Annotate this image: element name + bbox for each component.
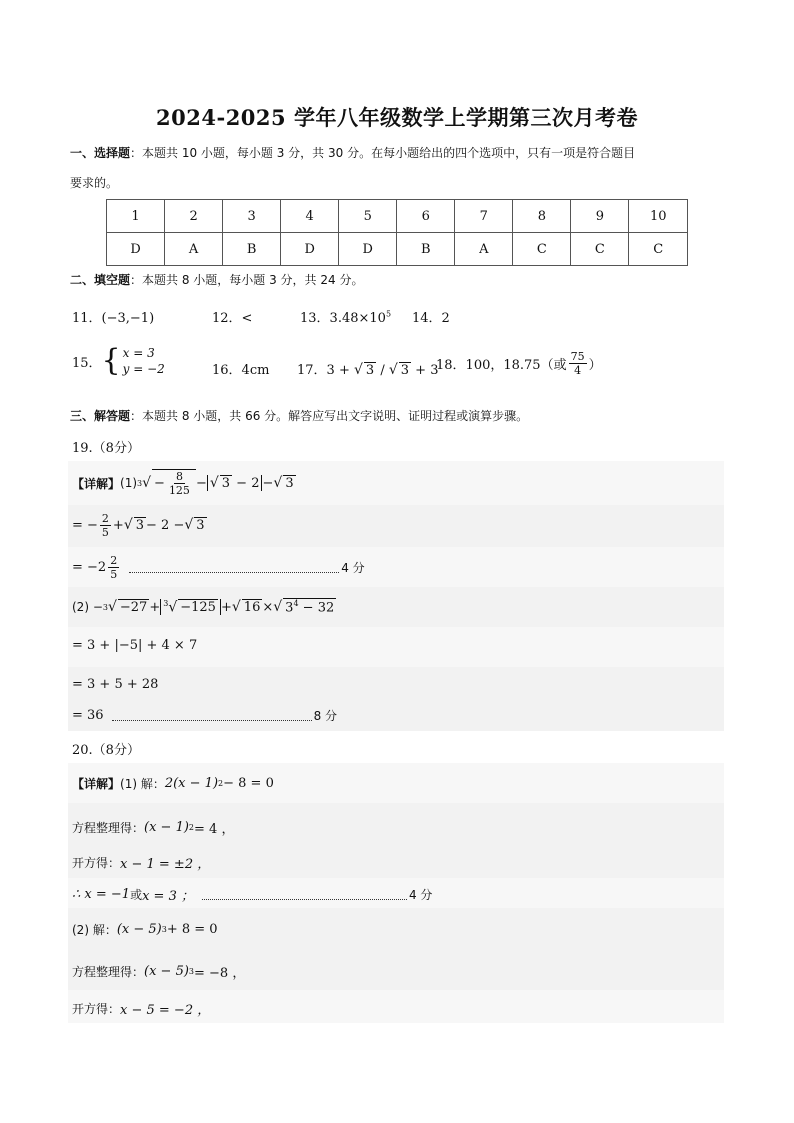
- root-index: 3: [137, 478, 143, 488]
- answer-letter: D: [281, 233, 339, 266]
- fraction: [108, 554, 119, 581]
- denominator: 4: [574, 364, 582, 377]
- answer-number: 12．: [212, 311, 242, 326]
- section2-label: 二、填空题: [70, 273, 131, 287]
- section1-intro: [70, 145, 730, 161]
- exponent: 5: [385, 309, 392, 319]
- answer-number: 16．: [212, 363, 242, 378]
- question-number: 1: [107, 200, 165, 233]
- equation: = 4 ，: [194, 822, 235, 837]
- exponent: 4: [293, 599, 299, 609]
- sqrt-symbol: √: [353, 362, 363, 378]
- equation: (x − 5): [144, 964, 189, 979]
- term: = −: [72, 517, 98, 533]
- equation: ∴ x = −1: [72, 887, 131, 902]
- dot-leader: [112, 710, 312, 721]
- absolute-value: [207, 475, 263, 491]
- radicand: 3: [400, 363, 410, 378]
- answer-12: [212, 307, 252, 326]
- question-number: 4: [281, 200, 339, 233]
- answer-letter: D: [107, 233, 165, 266]
- brace-symbol: {: [101, 343, 121, 378]
- exponent: 2: [218, 779, 224, 788]
- radicand: 3: [196, 518, 205, 533]
- answer-letter: A: [165, 233, 223, 266]
- answer-15: [72, 345, 165, 377]
- question-number: 3: [223, 200, 281, 233]
- answer-value: 4cm: [241, 363, 270, 378]
- radicand: 3: [135, 518, 145, 533]
- section2-text: ：本题共 8 小题，每小题 3 分，共 24 分。: [130, 273, 364, 287]
- detail-tag: 【详解】: [72, 777, 121, 791]
- sqrt-symbol: √: [142, 475, 152, 491]
- radicand: −125: [180, 600, 216, 616]
- answer-letter: C: [571, 233, 629, 266]
- denominator: 125: [168, 484, 190, 497]
- sqrt-symbol: √: [168, 599, 178, 616]
- answer-value: + 3: [411, 363, 439, 378]
- answer-letter: A: [455, 233, 513, 266]
- answer-17: [297, 359, 438, 378]
- term: − 2 −: [146, 517, 185, 533]
- answer-number: 15．: [72, 355, 102, 371]
- operator: +: [112, 517, 124, 533]
- equation: x − 1 = ±2 ，: [120, 857, 211, 872]
- detail-tag: 【详解】: [72, 476, 121, 491]
- fraction: [167, 470, 192, 497]
- q19-line-5: = 3 + |−5| + 4 × 7: [72, 638, 198, 653]
- term: − 2: [232, 476, 260, 491]
- denominator: 5: [110, 567, 118, 581]
- answer-11: [72, 307, 154, 326]
- answer-letter: B: [223, 233, 281, 266]
- radicand: 3: [285, 476, 294, 491]
- answer-value: 3 +: [326, 363, 354, 378]
- answer-sep: /: [376, 363, 389, 378]
- answer-value: 2: [441, 311, 450, 326]
- numerator: 2: [101, 511, 109, 525]
- score-label: 8 分: [313, 709, 338, 723]
- answer-value: 100，18.75（或: [465, 358, 567, 373]
- radicand: − $\frac{8}{125}$: [152, 469, 196, 497]
- operator: −: [195, 475, 207, 491]
- q19-line-4: [72, 593, 336, 621]
- answer-number: 14．: [412, 311, 442, 326]
- radicand: 3: [221, 476, 231, 491]
- q20-line-2: [72, 818, 234, 837]
- operator: −: [262, 475, 274, 491]
- sqrt-symbol: √: [123, 517, 133, 533]
- section1-label: 一、选择题: [70, 146, 131, 160]
- answer-letter: C: [513, 233, 571, 266]
- answer-letter: D: [339, 233, 397, 266]
- answer-letter: B: [397, 233, 455, 266]
- answer-letter: C: [629, 233, 688, 266]
- exponent: 2: [188, 823, 195, 832]
- equation: x − 5 = −2 ，: [120, 1003, 211, 1018]
- root-index: 3: [102, 602, 108, 612]
- answer-value: (−3,−1): [101, 311, 155, 326]
- score-label: 4 分: [341, 560, 365, 575]
- section3-text: ：本题共 8 小题，共 66 分。解答应写出文字说明、证明过程或演算步骤。: [130, 409, 529, 423]
- equation-line: x = 3: [122, 346, 155, 360]
- answer-number: 18．: [436, 358, 466, 373]
- q20-line-4: [72, 885, 432, 904]
- question-number: 10: [629, 200, 688, 233]
- numerator: 75: [570, 350, 585, 363]
- equation: (x − 5): [116, 922, 162, 937]
- sqrt-symbol: √: [273, 599, 283, 615]
- q19-line-6: = 3 + 5 + 28: [72, 677, 159, 692]
- answer-table: [106, 199, 688, 266]
- answer-18: [436, 350, 602, 377]
- question-number: 5: [339, 200, 397, 233]
- answer-value: 3.48×10: [329, 311, 386, 326]
- sqrt-symbol: √: [209, 475, 219, 491]
- step-label: 开方得：: [72, 1002, 121, 1016]
- score-label: 4 分: [408, 888, 433, 902]
- equation: (x − 1): [144, 820, 189, 835]
- part-label: (1): [120, 476, 138, 490]
- q20-heading: 20.（8分）: [72, 743, 140, 758]
- dot-leader: [129, 562, 339, 573]
- question-number: 6: [397, 200, 455, 233]
- q19-heading: 19.（8分）: [72, 441, 140, 456]
- part-label: (2) −: [72, 600, 103, 614]
- exponent: 3: [188, 967, 195, 976]
- equation: 2(x − 1): [164, 776, 219, 791]
- page-title: 2024-2025 学年八年级数学上学期第三次月考卷: [156, 105, 638, 130]
- q20-line-1: [72, 775, 274, 792]
- root-index: 3: [163, 598, 169, 608]
- numerator: 2: [110, 553, 118, 567]
- question-number: 7: [455, 200, 513, 233]
- answer-14: [412, 307, 450, 326]
- conjunction: 或: [130, 888, 143, 902]
- q20-line-3: [72, 853, 210, 872]
- step-label: 开方得：: [72, 856, 121, 870]
- q20-line-7: [72, 999, 210, 1018]
- term: = 36: [72, 708, 104, 723]
- q19-line-7: [72, 707, 337, 724]
- sqrt-symbol: √: [107, 599, 117, 615]
- answer-number: 11．: [72, 311, 102, 326]
- section1-text-cont: 要求的。: [70, 176, 119, 190]
- part-label: (1) 解：: [120, 777, 165, 791]
- q20-line-6: [72, 962, 245, 981]
- numerator: 8: [175, 470, 183, 483]
- base: 3: [285, 600, 294, 616]
- operator: ×: [262, 599, 274, 615]
- radicand: 16: [243, 600, 261, 615]
- radicand: 3: [365, 363, 375, 378]
- equation: x = 3 ；: [142, 889, 194, 904]
- exponent: 3: [161, 925, 167, 934]
- absolute-value: [160, 599, 221, 615]
- question-number: 9: [571, 200, 629, 233]
- section2-intro: [70, 272, 730, 288]
- q19-line-2: [72, 508, 207, 542]
- equation: = −8 ，: [194, 966, 246, 981]
- answer-letter-row: [107, 233, 688, 266]
- answer-13: [300, 307, 391, 326]
- dot-leader: [202, 889, 407, 900]
- term: = −2: [72, 559, 107, 575]
- section3-intro: [70, 408, 730, 424]
- fraction: [100, 512, 111, 539]
- radicand: −27: [119, 600, 148, 615]
- answer-number-row: [107, 200, 688, 233]
- section1-text: ：本题共 10 小题，每小题 3 分，共 30 分。在每小题给出的四个选项中，只有一项是符合题目: [130, 146, 636, 160]
- section3-label: 三、解答题: [70, 409, 131, 423]
- operator: +: [220, 599, 232, 615]
- q19-line-1: [72, 468, 296, 498]
- question-number: 2: [165, 200, 223, 233]
- term: − 32: [298, 600, 335, 616]
- equation: − 8 = 0: [223, 776, 274, 791]
- sqrt-symbol: √: [273, 475, 283, 491]
- equation: + 8 = 0: [166, 922, 218, 937]
- answer-value: ）: [588, 358, 602, 373]
- step-label: 方程整理得：: [72, 821, 145, 835]
- answer-number: 17．: [297, 363, 327, 378]
- fraction: [569, 350, 587, 377]
- sqrt-symbol: √: [231, 599, 241, 615]
- operator: +: [149, 599, 161, 615]
- equation-line: y = −2: [122, 362, 165, 376]
- q19-line-3: [72, 550, 365, 584]
- sqrt-symbol: √: [388, 362, 398, 378]
- sqrt-symbol: √: [184, 517, 194, 533]
- radicand: [283, 598, 336, 615]
- answer-16: [212, 359, 269, 378]
- question-number: 8: [513, 200, 571, 233]
- part-label: (2) 解：: [72, 923, 117, 937]
- answer-number: 13．: [300, 311, 330, 326]
- step-label: 方程整理得：: [72, 965, 145, 979]
- equation-system: [123, 345, 165, 377]
- q20-line-5: [72, 921, 218, 938]
- answer-value: <: [241, 311, 253, 326]
- denominator: 5: [101, 525, 109, 539]
